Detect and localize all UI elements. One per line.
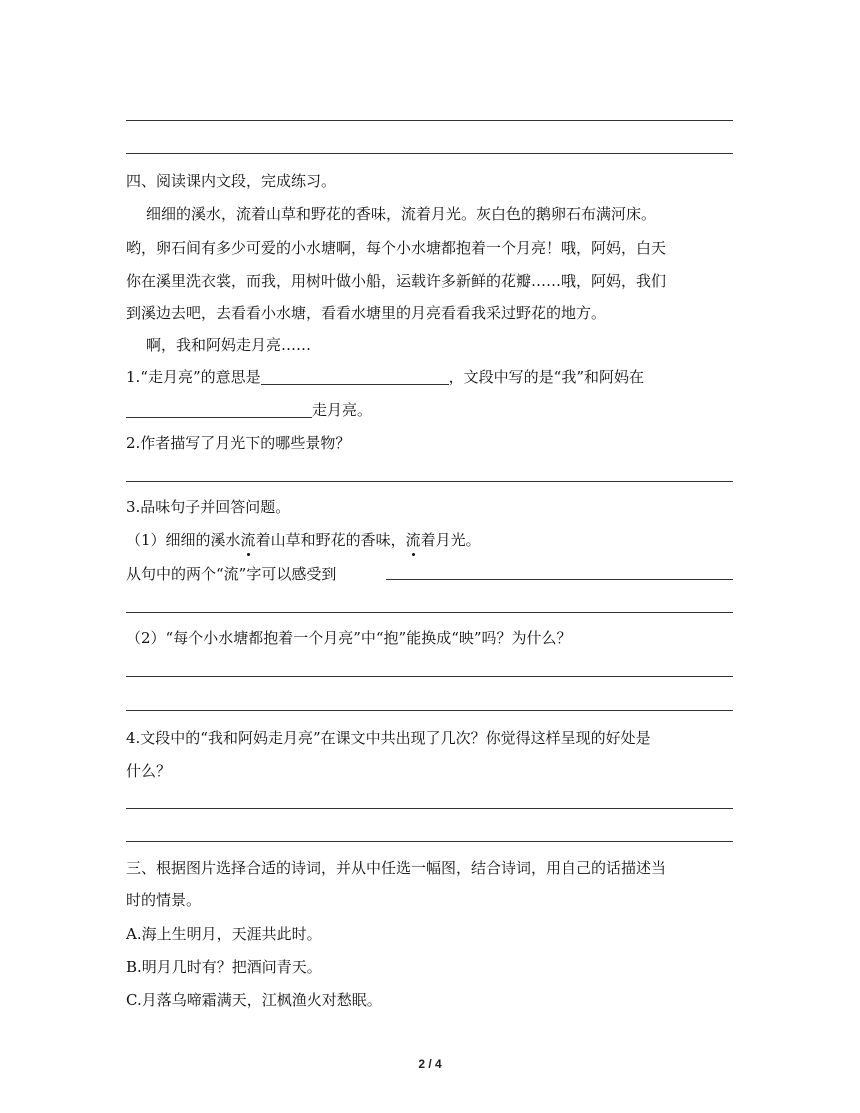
answer-line[interactable] <box>126 710 733 711</box>
sentence-part: （1）细细的溪水 <box>126 531 241 549</box>
emphasized-char-liu: 流 <box>240 531 256 549</box>
passage-line: 你在溪里洗衣裳，而我，用树叶做小船，运载许多新鲜的花瓣……哦，阿妈，我们 <box>126 272 667 290</box>
answer-line[interactable] <box>126 612 733 613</box>
answer-line[interactable] <box>126 841 733 842</box>
question-1-cont <box>126 399 733 421</box>
question-3-1 <box>126 529 733 551</box>
question-4-cont: 什么？ <box>126 762 172 780</box>
sentence-part: 着山草和野花的香味， <box>255 531 406 549</box>
page-number: 2 / 4 <box>418 1057 442 1071</box>
section-3-heading-cont: 时的情景。 <box>126 891 202 909</box>
section-3-heading: 三、根据图片选择合适的诗词，并从中任选一幅图，结合诗词，用自己的话描述当 <box>126 859 667 877</box>
passage-line: 哟，卵石间有多少可爱的小水塘啊，每个小水塘都抱着一个月亮！哦，阿妈，白天 <box>126 239 667 257</box>
question-2: 2.作者描写了月光下的哪些景物？ <box>126 434 351 452</box>
passage-ending: 啊，我和阿妈走月亮…… <box>146 336 312 354</box>
emphasized-char-liu: 流 <box>405 531 421 549</box>
question-3-2: （2）“每个小水塘都抱着一个月亮”中“抱”能换成“映”吗？为什么？ <box>126 629 572 647</box>
question-1-text: 1.“走月亮”的意思是 <box>126 368 261 386</box>
passage-line: 细细的溪水，流着山草和野花的香味，流着月光。灰白色的鹅卵石布满河床。 <box>146 205 657 223</box>
question-1-text-2: ，文段中写的是“我”和阿妈在 <box>448 368 644 386</box>
answer-line <box>126 120 733 121</box>
poem-option-a: A.海上生明月，天涯共此时。 <box>126 925 322 943</box>
poem-option-b: B.明月几时有？把酒问青天。 <box>126 958 322 976</box>
answer-line[interactable] <box>126 808 733 809</box>
blank-answer-1b[interactable] <box>126 401 312 418</box>
question-3-1-prompt <box>126 563 733 585</box>
blank-answer-1a[interactable] <box>261 368 449 385</box>
blank-answer-3-1[interactable] <box>386 579 733 580</box>
question-4: 4.文段中的“我和阿妈走月亮”在课文中共出现了几次？你觉得这样呈现的好处是 <box>126 729 651 747</box>
answer-line[interactable] <box>126 481 733 482</box>
sentence-part: 着月光。 <box>420 531 481 549</box>
prompt-text: 从句中的两个“流”字可以感受到 <box>126 565 337 583</box>
answer-line[interactable] <box>126 676 733 677</box>
passage-line: 到溪边去吧，去看看小水塘，看看水塘里的月亮看看我采过野花的地方。 <box>126 304 607 322</box>
section-4-heading: 四、阅读课内文段，完成练习。 <box>126 172 337 190</box>
question-1 <box>126 366 733 388</box>
question-1-text-3: 走月亮。 <box>312 401 373 419</box>
answer-line <box>126 153 733 154</box>
question-3: 3.品味句子并回答问题。 <box>126 498 291 516</box>
poem-option-c: C.月落乌啼霜满天，江枫渔火对愁眠。 <box>126 991 382 1009</box>
